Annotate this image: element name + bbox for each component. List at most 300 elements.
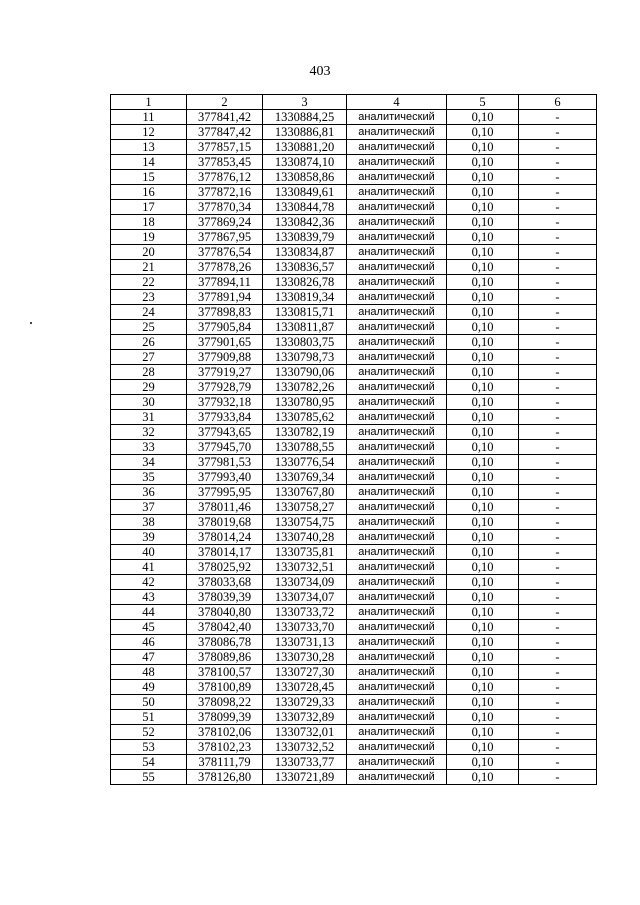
x-coordinate-cell: 378011,46 bbox=[187, 500, 263, 515]
table-row bbox=[111, 605, 597, 620]
point-number-cell: 22 bbox=[111, 275, 187, 290]
point-number-cell: 50 bbox=[111, 695, 187, 710]
accuracy-cell: 0,10 bbox=[447, 125, 519, 140]
note-cell: - bbox=[519, 455, 597, 470]
method-cell: аналитический bbox=[347, 710, 447, 725]
x-coordinate-cell: 377945,70 bbox=[187, 440, 263, 455]
point-number-cell: 23 bbox=[111, 290, 187, 305]
point-number-cell: 32 bbox=[111, 425, 187, 440]
point-number-cell: 51 bbox=[111, 710, 187, 725]
accuracy-cell: 0,10 bbox=[447, 650, 519, 665]
note-cell: - bbox=[519, 680, 597, 695]
method-cell: аналитический bbox=[347, 590, 447, 605]
x-coordinate-cell: 377878,26 bbox=[187, 260, 263, 275]
accuracy-cell: 0,10 bbox=[447, 620, 519, 635]
point-number-cell: 34 bbox=[111, 455, 187, 470]
note-cell: - bbox=[519, 755, 597, 770]
column-header-5: 5 bbox=[447, 95, 519, 110]
method-cell: аналитический bbox=[347, 740, 447, 755]
table-row bbox=[111, 695, 597, 710]
table-row bbox=[111, 365, 597, 380]
x-coordinate-cell: 377847,42 bbox=[187, 125, 263, 140]
table-row bbox=[111, 770, 597, 785]
table-header-row bbox=[111, 95, 597, 110]
method-cell: аналитический bbox=[347, 110, 447, 125]
x-coordinate-cell: 378100,89 bbox=[187, 680, 263, 695]
y-coordinate-cell: 1330758,27 bbox=[263, 500, 347, 515]
accuracy-cell: 0,10 bbox=[447, 425, 519, 440]
y-coordinate-cell: 1330776,54 bbox=[263, 455, 347, 470]
point-number-cell: 35 bbox=[111, 470, 187, 485]
x-coordinate-cell: 377872,16 bbox=[187, 185, 263, 200]
table-row bbox=[111, 185, 597, 200]
accuracy-cell: 0,10 bbox=[447, 275, 519, 290]
y-coordinate-cell: 1330732,52 bbox=[263, 740, 347, 755]
accuracy-cell: 0,10 bbox=[447, 545, 519, 560]
accuracy-cell: 0,10 bbox=[447, 560, 519, 575]
y-coordinate-cell: 1330782,19 bbox=[263, 425, 347, 440]
y-coordinate-cell: 1330815,71 bbox=[263, 305, 347, 320]
x-coordinate-cell: 378111,79 bbox=[187, 755, 263, 770]
method-cell: аналитический bbox=[347, 290, 447, 305]
method-cell: аналитический bbox=[347, 500, 447, 515]
accuracy-cell: 0,10 bbox=[447, 575, 519, 590]
note-cell: - bbox=[519, 170, 597, 185]
y-coordinate-cell: 1330842,36 bbox=[263, 215, 347, 230]
point-number-cell: 39 bbox=[111, 530, 187, 545]
point-number-cell: 17 bbox=[111, 200, 187, 215]
table-row bbox=[111, 380, 597, 395]
note-cell: - bbox=[519, 125, 597, 140]
note-cell: - bbox=[519, 245, 597, 260]
y-coordinate-cell: 1330733,77 bbox=[263, 755, 347, 770]
table-row bbox=[111, 545, 597, 560]
method-cell: аналитический bbox=[347, 440, 447, 455]
x-coordinate-cell: 378019,68 bbox=[187, 515, 263, 530]
method-cell: аналитический bbox=[347, 170, 447, 185]
point-number-cell: 48 bbox=[111, 665, 187, 680]
method-cell: аналитический bbox=[347, 515, 447, 530]
y-coordinate-cell: 1330769,34 bbox=[263, 470, 347, 485]
accuracy-cell: 0,10 bbox=[447, 245, 519, 260]
x-coordinate-cell: 378102,23 bbox=[187, 740, 263, 755]
y-coordinate-cell: 1330733,70 bbox=[263, 620, 347, 635]
table-row bbox=[111, 230, 597, 245]
method-cell: аналитический bbox=[347, 605, 447, 620]
method-cell: аналитический bbox=[347, 200, 447, 215]
x-coordinate-cell: 377891,94 bbox=[187, 290, 263, 305]
method-cell: аналитический bbox=[347, 275, 447, 290]
accuracy-cell: 0,10 bbox=[447, 530, 519, 545]
table-row bbox=[111, 395, 597, 410]
method-cell: аналитический bbox=[347, 620, 447, 635]
note-cell: - bbox=[519, 410, 597, 425]
column-header-4: 4 bbox=[347, 95, 447, 110]
method-cell: аналитический bbox=[347, 665, 447, 680]
method-cell: аналитический bbox=[347, 125, 447, 140]
point-number-cell: 13 bbox=[111, 140, 187, 155]
note-cell: - bbox=[519, 740, 597, 755]
accuracy-cell: 0,10 bbox=[447, 335, 519, 350]
x-coordinate-cell: 378102,06 bbox=[187, 725, 263, 740]
accuracy-cell: 0,10 bbox=[447, 680, 519, 695]
method-cell: аналитический bbox=[347, 410, 447, 425]
page-number: 403 bbox=[309, 64, 331, 79]
x-coordinate-cell: 377981,53 bbox=[187, 455, 263, 470]
point-number-cell: 20 bbox=[111, 245, 187, 260]
note-cell: - bbox=[519, 395, 597, 410]
y-coordinate-cell: 1330735,81 bbox=[263, 545, 347, 560]
y-coordinate-cell: 1330733,72 bbox=[263, 605, 347, 620]
note-cell: - bbox=[519, 500, 597, 515]
note-cell: - bbox=[519, 590, 597, 605]
accuracy-cell: 0,10 bbox=[447, 455, 519, 470]
method-cell: аналитический bbox=[347, 320, 447, 335]
note-cell: - bbox=[519, 440, 597, 455]
y-coordinate-cell: 1330754,75 bbox=[263, 515, 347, 530]
table-row bbox=[111, 515, 597, 530]
method-cell: аналитический bbox=[347, 155, 447, 170]
point-number-cell: 31 bbox=[111, 410, 187, 425]
point-number-cell: 44 bbox=[111, 605, 187, 620]
table-row bbox=[111, 155, 597, 170]
point-number-cell: 33 bbox=[111, 440, 187, 455]
method-cell: аналитический bbox=[347, 470, 447, 485]
table-row bbox=[111, 740, 597, 755]
table-row bbox=[111, 440, 597, 455]
table-row bbox=[111, 260, 597, 275]
x-coordinate-cell: 378025,92 bbox=[187, 560, 263, 575]
table-row bbox=[111, 650, 597, 665]
accuracy-cell: 0,10 bbox=[447, 410, 519, 425]
method-cell: аналитический bbox=[347, 680, 447, 695]
table-row bbox=[111, 335, 597, 350]
method-cell: аналитический bbox=[347, 650, 447, 665]
method-cell: аналитический bbox=[347, 455, 447, 470]
method-cell: аналитический bbox=[347, 245, 447, 260]
note-cell: - bbox=[519, 305, 597, 320]
y-coordinate-cell: 1330729,33 bbox=[263, 695, 347, 710]
scan-speck bbox=[30, 322, 32, 324]
accuracy-cell: 0,10 bbox=[447, 500, 519, 515]
y-coordinate-cell: 1330730,28 bbox=[263, 650, 347, 665]
table-row bbox=[111, 470, 597, 485]
method-cell: аналитический bbox=[347, 350, 447, 365]
method-cell: аналитический bbox=[347, 230, 447, 245]
y-coordinate-cell: 1330834,87 bbox=[263, 245, 347, 260]
method-cell: аналитический bbox=[347, 560, 447, 575]
column-header-2: 2 bbox=[187, 95, 263, 110]
note-cell: - bbox=[519, 230, 597, 245]
table-row bbox=[111, 485, 597, 500]
note-cell: - bbox=[519, 350, 597, 365]
point-number-cell: 45 bbox=[111, 620, 187, 635]
table-row bbox=[111, 530, 597, 545]
note-cell: - bbox=[519, 485, 597, 500]
accuracy-cell: 0,10 bbox=[447, 140, 519, 155]
accuracy-cell: 0,10 bbox=[447, 470, 519, 485]
x-coordinate-cell: 377919,27 bbox=[187, 365, 263, 380]
method-cell: аналитический bbox=[347, 485, 447, 500]
table-row bbox=[111, 590, 597, 605]
point-number-cell: 38 bbox=[111, 515, 187, 530]
note-cell: - bbox=[519, 560, 597, 575]
point-number-cell: 49 bbox=[111, 680, 187, 695]
table-row bbox=[111, 500, 597, 515]
y-coordinate-cell: 1330790,06 bbox=[263, 365, 347, 380]
point-number-cell: 36 bbox=[111, 485, 187, 500]
accuracy-cell: 0,10 bbox=[447, 440, 519, 455]
method-cell: аналитический bbox=[347, 545, 447, 560]
note-cell: - bbox=[519, 110, 597, 125]
method-cell: аналитический bbox=[347, 755, 447, 770]
note-cell: - bbox=[519, 155, 597, 170]
table-row bbox=[111, 665, 597, 680]
accuracy-cell: 0,10 bbox=[447, 155, 519, 170]
accuracy-cell: 0,10 bbox=[447, 755, 519, 770]
y-coordinate-cell: 1330788,55 bbox=[263, 440, 347, 455]
y-coordinate-cell: 1330886,81 bbox=[263, 125, 347, 140]
table-row bbox=[111, 725, 597, 740]
table-row bbox=[111, 305, 597, 320]
accuracy-cell: 0,10 bbox=[447, 770, 519, 785]
note-cell: - bbox=[519, 365, 597, 380]
note-cell: - bbox=[519, 725, 597, 740]
table-row bbox=[111, 320, 597, 335]
y-coordinate-cell: 1330798,73 bbox=[263, 350, 347, 365]
x-coordinate-cell: 377870,34 bbox=[187, 200, 263, 215]
accuracy-cell: 0,10 bbox=[447, 485, 519, 500]
accuracy-cell: 0,10 bbox=[447, 395, 519, 410]
method-cell: аналитический bbox=[347, 635, 447, 650]
y-coordinate-cell: 1330780,95 bbox=[263, 395, 347, 410]
table-row bbox=[111, 425, 597, 440]
y-coordinate-cell: 1330836,57 bbox=[263, 260, 347, 275]
x-coordinate-cell: 378098,22 bbox=[187, 695, 263, 710]
y-coordinate-cell: 1330826,78 bbox=[263, 275, 347, 290]
table-row bbox=[111, 680, 597, 695]
table-row bbox=[111, 575, 597, 590]
y-coordinate-cell: 1330839,79 bbox=[263, 230, 347, 245]
y-coordinate-cell: 1330849,61 bbox=[263, 185, 347, 200]
x-coordinate-cell: 378033,68 bbox=[187, 575, 263, 590]
point-number-cell: 25 bbox=[111, 320, 187, 335]
y-coordinate-cell: 1330881,20 bbox=[263, 140, 347, 155]
x-coordinate-cell: 378126,80 bbox=[187, 770, 263, 785]
point-number-cell: 11 bbox=[111, 110, 187, 125]
y-coordinate-cell: 1330819,34 bbox=[263, 290, 347, 305]
accuracy-cell: 0,10 bbox=[447, 170, 519, 185]
point-number-cell: 40 bbox=[111, 545, 187, 560]
method-cell: аналитический bbox=[347, 365, 447, 380]
accuracy-cell: 0,10 bbox=[447, 110, 519, 125]
y-coordinate-cell: 1330767,80 bbox=[263, 485, 347, 500]
x-coordinate-cell: 377933,84 bbox=[187, 410, 263, 425]
table-body bbox=[111, 110, 597, 785]
method-cell: аналитический bbox=[347, 380, 447, 395]
y-coordinate-cell: 1330734,09 bbox=[263, 575, 347, 590]
x-coordinate-cell: 377841,42 bbox=[187, 110, 263, 125]
method-cell: аналитический bbox=[347, 725, 447, 740]
table-row bbox=[111, 755, 597, 770]
x-coordinate-cell: 377898,83 bbox=[187, 305, 263, 320]
column-header-6: 6 bbox=[519, 95, 597, 110]
method-cell: аналитический bbox=[347, 215, 447, 230]
point-number-cell: 53 bbox=[111, 740, 187, 755]
point-number-cell: 54 bbox=[111, 755, 187, 770]
y-coordinate-cell: 1330803,75 bbox=[263, 335, 347, 350]
note-cell: - bbox=[519, 185, 597, 200]
accuracy-cell: 0,10 bbox=[447, 710, 519, 725]
x-coordinate-cell: 377928,79 bbox=[187, 380, 263, 395]
x-coordinate-cell: 377993,40 bbox=[187, 470, 263, 485]
accuracy-cell: 0,10 bbox=[447, 515, 519, 530]
y-coordinate-cell: 1330734,07 bbox=[263, 590, 347, 605]
x-coordinate-cell: 378039,39 bbox=[187, 590, 263, 605]
point-number-cell: 26 bbox=[111, 335, 187, 350]
accuracy-cell: 0,10 bbox=[447, 350, 519, 365]
y-coordinate-cell: 1330782,26 bbox=[263, 380, 347, 395]
note-cell: - bbox=[519, 605, 597, 620]
x-coordinate-cell: 377853,45 bbox=[187, 155, 263, 170]
x-coordinate-cell: 377943,65 bbox=[187, 425, 263, 440]
point-number-cell: 55 bbox=[111, 770, 187, 785]
x-coordinate-cell: 378099,39 bbox=[187, 710, 263, 725]
accuracy-cell: 0,10 bbox=[447, 695, 519, 710]
table-row bbox=[111, 200, 597, 215]
x-coordinate-cell: 377867,95 bbox=[187, 230, 263, 245]
accuracy-cell: 0,10 bbox=[447, 665, 519, 680]
point-number-cell: 42 bbox=[111, 575, 187, 590]
y-coordinate-cell: 1330874,10 bbox=[263, 155, 347, 170]
accuracy-cell: 0,10 bbox=[447, 605, 519, 620]
table-row bbox=[111, 125, 597, 140]
note-cell: - bbox=[519, 290, 597, 305]
table-row bbox=[111, 290, 597, 305]
accuracy-cell: 0,10 bbox=[447, 305, 519, 320]
note-cell: - bbox=[519, 260, 597, 275]
table-row bbox=[111, 455, 597, 470]
point-number-cell: 15 bbox=[111, 170, 187, 185]
table-row bbox=[111, 170, 597, 185]
note-cell: - bbox=[519, 200, 597, 215]
accuracy-cell: 0,10 bbox=[447, 365, 519, 380]
point-number-cell: 52 bbox=[111, 725, 187, 740]
accuracy-cell: 0,10 bbox=[447, 725, 519, 740]
table-row bbox=[111, 275, 597, 290]
table-row bbox=[111, 710, 597, 725]
x-coordinate-cell: 377894,11 bbox=[187, 275, 263, 290]
x-coordinate-cell: 378089,86 bbox=[187, 650, 263, 665]
column-header-3: 3 bbox=[263, 95, 347, 110]
method-cell: аналитический bbox=[347, 395, 447, 410]
x-coordinate-cell: 378014,17 bbox=[187, 545, 263, 560]
x-coordinate-cell: 377932,18 bbox=[187, 395, 263, 410]
x-coordinate-cell: 377905,84 bbox=[187, 320, 263, 335]
y-coordinate-cell: 1330728,45 bbox=[263, 680, 347, 695]
method-cell: аналитический bbox=[347, 305, 447, 320]
note-cell: - bbox=[519, 710, 597, 725]
accuracy-cell: 0,10 bbox=[447, 215, 519, 230]
point-number-cell: 21 bbox=[111, 260, 187, 275]
note-cell: - bbox=[519, 320, 597, 335]
note-cell: - bbox=[519, 380, 597, 395]
point-number-cell: 12 bbox=[111, 125, 187, 140]
x-coordinate-cell: 378100,57 bbox=[187, 665, 263, 680]
column-header-1: 1 bbox=[111, 95, 187, 110]
y-coordinate-cell: 1330727,30 bbox=[263, 665, 347, 680]
note-cell: - bbox=[519, 140, 597, 155]
y-coordinate-cell: 1330731,13 bbox=[263, 635, 347, 650]
y-coordinate-cell: 1330858,86 bbox=[263, 170, 347, 185]
method-cell: аналитический bbox=[347, 140, 447, 155]
accuracy-cell: 0,10 bbox=[447, 200, 519, 215]
note-cell: - bbox=[519, 275, 597, 290]
method-cell: аналитический bbox=[347, 770, 447, 785]
y-coordinate-cell: 1330732,89 bbox=[263, 710, 347, 725]
coordinates-table bbox=[110, 94, 597, 785]
y-coordinate-cell: 1330732,51 bbox=[263, 560, 347, 575]
y-coordinate-cell: 1330732,01 bbox=[263, 725, 347, 740]
point-number-cell: 28 bbox=[111, 365, 187, 380]
note-cell: - bbox=[519, 665, 597, 680]
point-number-cell: 29 bbox=[111, 380, 187, 395]
y-coordinate-cell: 1330811,87 bbox=[263, 320, 347, 335]
x-coordinate-cell: 377857,15 bbox=[187, 140, 263, 155]
accuracy-cell: 0,10 bbox=[447, 590, 519, 605]
x-coordinate-cell: 378014,24 bbox=[187, 530, 263, 545]
point-number-cell: 18 bbox=[111, 215, 187, 230]
point-number-cell: 37 bbox=[111, 500, 187, 515]
y-coordinate-cell: 1330740,28 bbox=[263, 530, 347, 545]
note-cell: - bbox=[519, 620, 597, 635]
note-cell: - bbox=[519, 770, 597, 785]
note-cell: - bbox=[519, 650, 597, 665]
table-row bbox=[111, 215, 597, 230]
point-number-cell: 46 bbox=[111, 635, 187, 650]
point-number-cell: 24 bbox=[111, 305, 187, 320]
point-number-cell: 47 bbox=[111, 650, 187, 665]
x-coordinate-cell: 377995,95 bbox=[187, 485, 263, 500]
accuracy-cell: 0,10 bbox=[447, 740, 519, 755]
accuracy-cell: 0,10 bbox=[447, 635, 519, 650]
x-coordinate-cell: 378086,78 bbox=[187, 635, 263, 650]
note-cell: - bbox=[519, 530, 597, 545]
x-coordinate-cell: 378040,80 bbox=[187, 605, 263, 620]
note-cell: - bbox=[519, 335, 597, 350]
y-coordinate-cell: 1330884,25 bbox=[263, 110, 347, 125]
note-cell: - bbox=[519, 575, 597, 590]
table-row bbox=[111, 140, 597, 155]
x-coordinate-cell: 377876,54 bbox=[187, 245, 263, 260]
x-coordinate-cell: 377901,65 bbox=[187, 335, 263, 350]
point-number-cell: 43 bbox=[111, 590, 187, 605]
note-cell: - bbox=[519, 470, 597, 485]
table-row bbox=[111, 620, 597, 635]
point-number-cell: 14 bbox=[111, 155, 187, 170]
x-coordinate-cell: 377876,12 bbox=[187, 170, 263, 185]
note-cell: - bbox=[519, 695, 597, 710]
table-row bbox=[111, 350, 597, 365]
point-number-cell: 19 bbox=[111, 230, 187, 245]
note-cell: - bbox=[519, 215, 597, 230]
x-coordinate-cell: 378042,40 bbox=[187, 620, 263, 635]
point-number-cell: 27 bbox=[111, 350, 187, 365]
table-row bbox=[111, 635, 597, 650]
accuracy-cell: 0,10 bbox=[447, 320, 519, 335]
table-row bbox=[111, 110, 597, 125]
accuracy-cell: 0,10 bbox=[447, 230, 519, 245]
